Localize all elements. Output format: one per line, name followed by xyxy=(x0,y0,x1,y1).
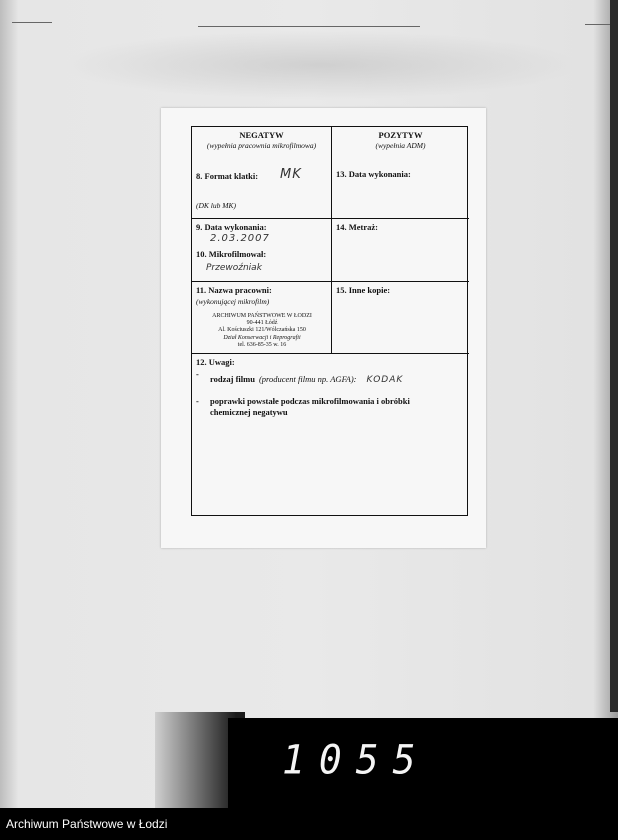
length-label: 14. Metraż: xyxy=(336,222,379,232)
film-type-line xyxy=(210,369,403,387)
format-label: 8. Format klatki: xyxy=(196,171,259,181)
pozytyw-subtitle: (wypełnia ADM) xyxy=(375,141,426,150)
bullet: - xyxy=(196,369,199,379)
film-frame-edge xyxy=(610,0,618,712)
remarks-cell xyxy=(192,354,469,517)
negatyw-cell xyxy=(192,127,332,219)
stamp-line: Dział Konserwacji i Reprografii xyxy=(223,334,301,341)
frame-number: 1055 xyxy=(282,736,430,784)
lab-cell xyxy=(192,282,332,354)
copies-cell xyxy=(332,282,469,354)
film-type-value: KODAK xyxy=(366,375,404,385)
date-cell xyxy=(192,219,332,282)
date-value: 2.03.2007 xyxy=(210,233,270,244)
operator-label: 10. Mikrofilmował: xyxy=(196,249,267,259)
edge-line xyxy=(12,22,52,23)
microfilm-card xyxy=(161,108,486,548)
negatyw-subtitle: (wypełnia pracownia mikrofilmowa) xyxy=(206,141,317,150)
archive-footer-text: Archiwum Państwowe w Łodzi xyxy=(6,817,168,831)
copies-label: 15. Inne kopie: xyxy=(336,285,391,295)
stamp-line: tel. 636-85-35 w. 16 xyxy=(237,341,287,348)
remarks-label: 12. Uwagi: xyxy=(196,357,235,367)
stamp-line: 90-441 Łódź xyxy=(246,320,278,327)
negatyw-title: NEGATYW xyxy=(239,130,284,140)
pozytyw-date-label: 13. Data wykonania: xyxy=(336,169,411,179)
length-cell xyxy=(332,219,469,282)
pozytyw-cell xyxy=(332,127,469,219)
film-type-hint: (producent filmu np. AGFA): xyxy=(258,374,357,384)
bleed-through-shadow xyxy=(60,30,580,100)
film-type-label: rodzaj filmu xyxy=(210,374,255,384)
bullet: - xyxy=(196,396,199,406)
edge-line xyxy=(198,26,420,27)
archive-stamp xyxy=(192,313,332,349)
lab-label: 11. Nazwa pracowni: xyxy=(196,285,272,295)
date-label: 9. Data wykonania: xyxy=(196,222,267,232)
format-note: (DK lub MK) xyxy=(196,201,236,210)
microfilm-form xyxy=(191,126,468,516)
operator-signature: Przewoźniak xyxy=(206,263,262,273)
pozytyw-title: POZYTYW xyxy=(378,130,423,140)
stamp-line: ARCHIWUM PAŃSTWOWE W ŁODZI xyxy=(212,313,312,319)
format-value: MK xyxy=(280,167,302,182)
lab-subtitle: (wykonującej mikrofilm) xyxy=(196,297,270,306)
corrections-note: poprawki powstałe podczas mikrofilmowania i obróbki chemicznej negatywu xyxy=(210,396,410,417)
stamp-line: Al. Kościuszki 121/Wólczańska 150 xyxy=(218,327,306,334)
